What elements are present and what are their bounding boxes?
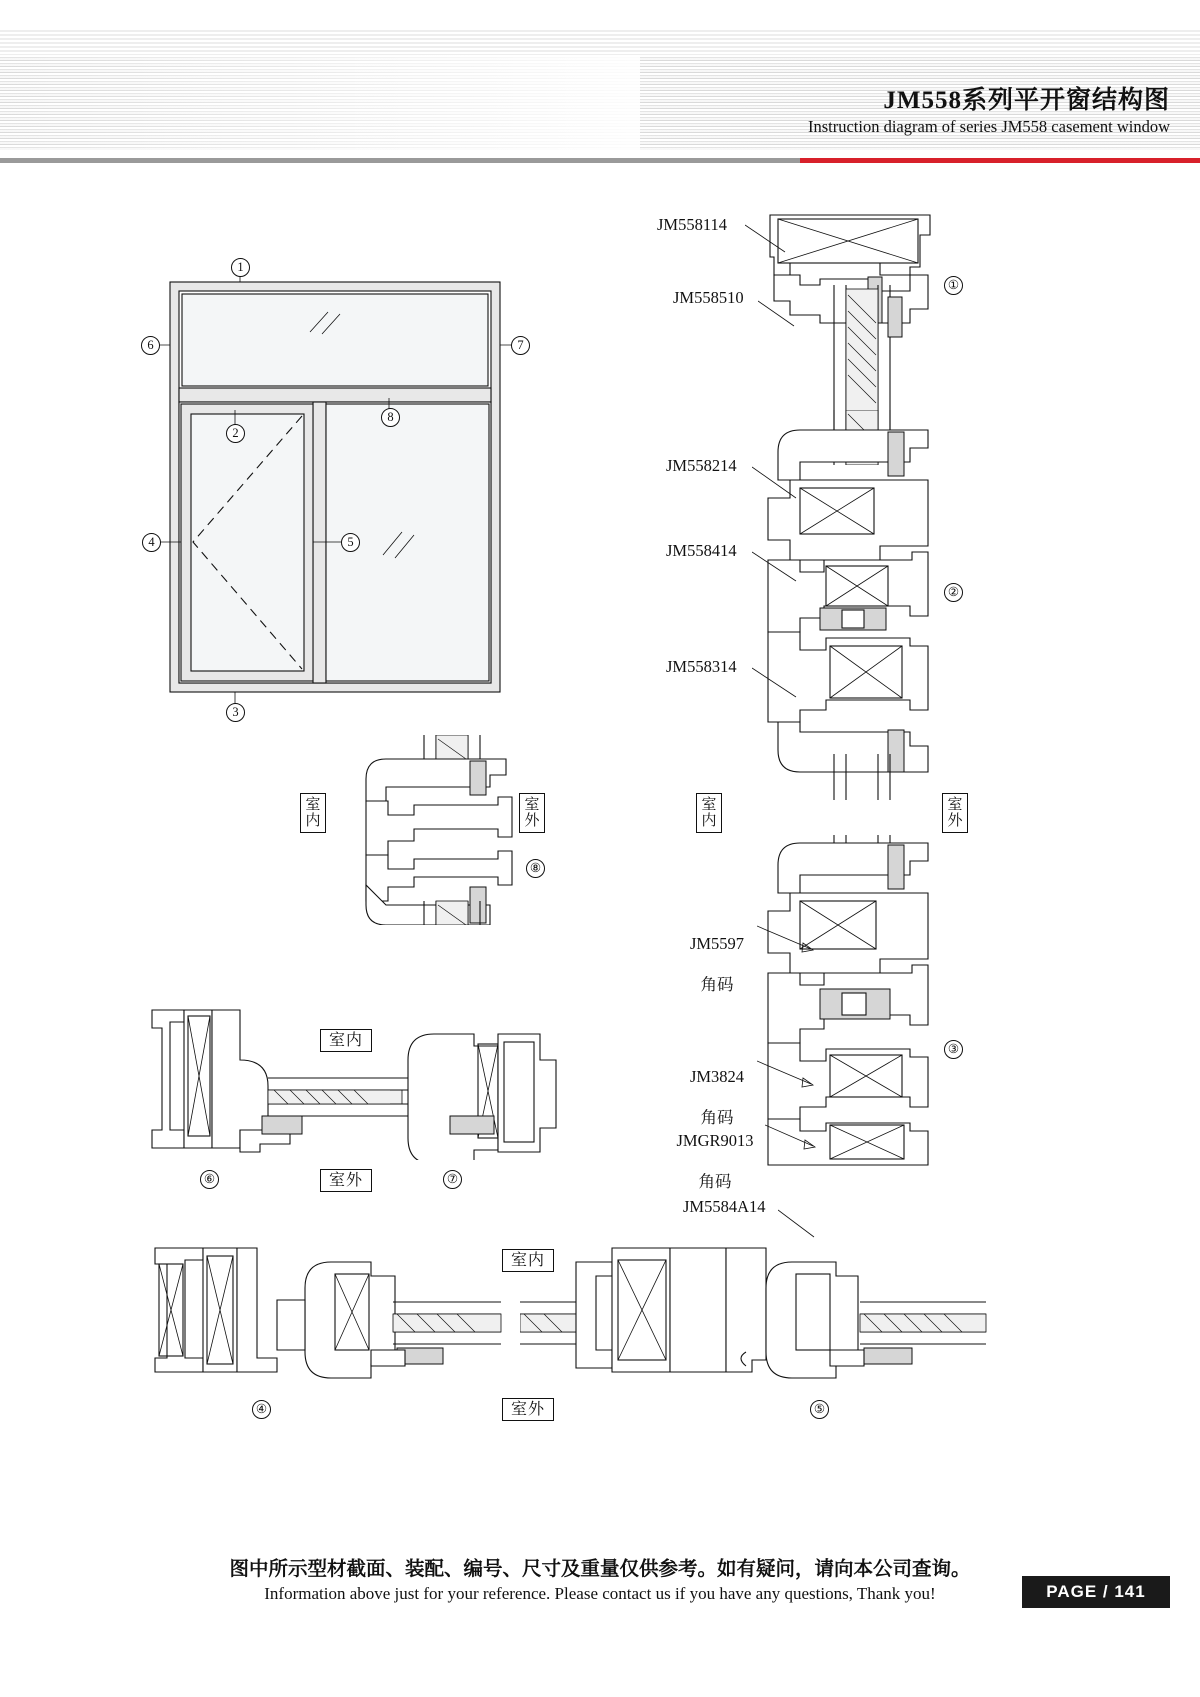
- part-label-jm5597-suffix: 角码: [700, 974, 734, 994]
- elevation-callout-2: 2: [226, 424, 245, 443]
- elevation-callout-7: 7: [511, 336, 530, 355]
- part-label-jm3824-code: JM3824: [689, 1066, 745, 1086]
- outdoor-label-bottom: 室外: [502, 1398, 554, 1421]
- outdoor-label-middle: 室外: [519, 793, 545, 833]
- section-4-profile: [145, 1240, 505, 1405]
- window-elevation-drawing: [150, 270, 530, 720]
- header-stripes-top: [0, 28, 1200, 58]
- leader-jm5584a14: [778, 1207, 838, 1247]
- elevation-callout-6: 6: [141, 336, 160, 355]
- section-number-6: ⑥: [200, 1170, 219, 1189]
- elevation-callout-8: 8: [381, 408, 400, 427]
- leader-jm558214: [752, 464, 818, 508]
- elevation-callout-4: 4: [142, 533, 161, 552]
- section-number-1: ①: [944, 276, 963, 295]
- leader-jm558510: [758, 298, 818, 338]
- leader-jm558414: [752, 549, 818, 593]
- footer-note-zh: 图中所示型材截面、装配、编号、尺寸及重量仅供参考。如有疑问，请向本公司查询。: [229, 1559, 971, 1580]
- part-label-jm3824-suffix: 角码: [700, 1107, 734, 1127]
- part-label-jmgr9013-code: JMGR9013: [676, 1130, 754, 1150]
- part-label-jm558510: JM558510: [673, 288, 744, 307]
- section-6-profile: [140, 1000, 410, 1160]
- section-number-8: ⑧: [526, 859, 545, 878]
- part-label-jm558114: JM558114: [657, 215, 727, 234]
- indoor-label-right: 室内: [696, 793, 722, 833]
- part-label-jm5597-code: JM5597: [689, 933, 745, 953]
- indoor-label-middle: 室内: [300, 793, 326, 833]
- section-number-2: ②: [944, 583, 963, 602]
- indoor-label-lower: 室内: [320, 1029, 372, 1052]
- section-number-5: ⑤: [810, 1400, 829, 1419]
- part-label-jmgr9013-suffix: 角码: [698, 1171, 732, 1191]
- indoor-label-bottom: 室内: [502, 1249, 554, 1272]
- leader-jm558114: [745, 222, 805, 262]
- section-number-3: ③: [944, 1040, 963, 1059]
- header-rule-red: [800, 158, 1200, 163]
- leader-jm5597: [757, 923, 827, 959]
- part-label-jm558414: JM558414: [666, 541, 737, 560]
- part-label-jmgr9013: [660, 1107, 770, 1193]
- part-label-jm5597: [672, 913, 762, 996]
- section-5-profile: [520, 1240, 990, 1405]
- elevation-callout-3: 3: [226, 703, 245, 722]
- section-8-profile: [352, 735, 542, 925]
- outdoor-label-right: 室外: [942, 793, 968, 833]
- elevation-callout-1: 1: [231, 258, 250, 277]
- part-label-jm5584a14: JM5584A14: [683, 1197, 766, 1216]
- header-rule-grey: [0, 158, 800, 163]
- section-number-7: ⑦: [443, 1170, 462, 1189]
- page-title-zh: JM558系列平开窗结构图: [883, 87, 1170, 114]
- leader-jm3824: [757, 1058, 827, 1094]
- section-7-profile: [390, 1000, 580, 1160]
- part-label-jm558314: JM558314: [666, 657, 737, 676]
- section-number-4: ④: [252, 1400, 271, 1419]
- page-header: [0, 0, 1200, 165]
- elevation-callout-5: 5: [341, 533, 360, 552]
- leader-jm558314: [752, 665, 818, 709]
- footer-note-en: Information above just for your reference. Please contact us if you have any questions, Thank you!: [264, 1584, 936, 1603]
- page-title-en: Instruction diagram of series JM558 casement window: [807, 117, 1170, 136]
- page-number-badge: PAGE / 141: [1022, 1576, 1170, 1608]
- leader-jmgr9013: [765, 1122, 835, 1158]
- part-label-jm558214: JM558214: [666, 456, 737, 475]
- outdoor-label-lower: 室外: [320, 1169, 372, 1192]
